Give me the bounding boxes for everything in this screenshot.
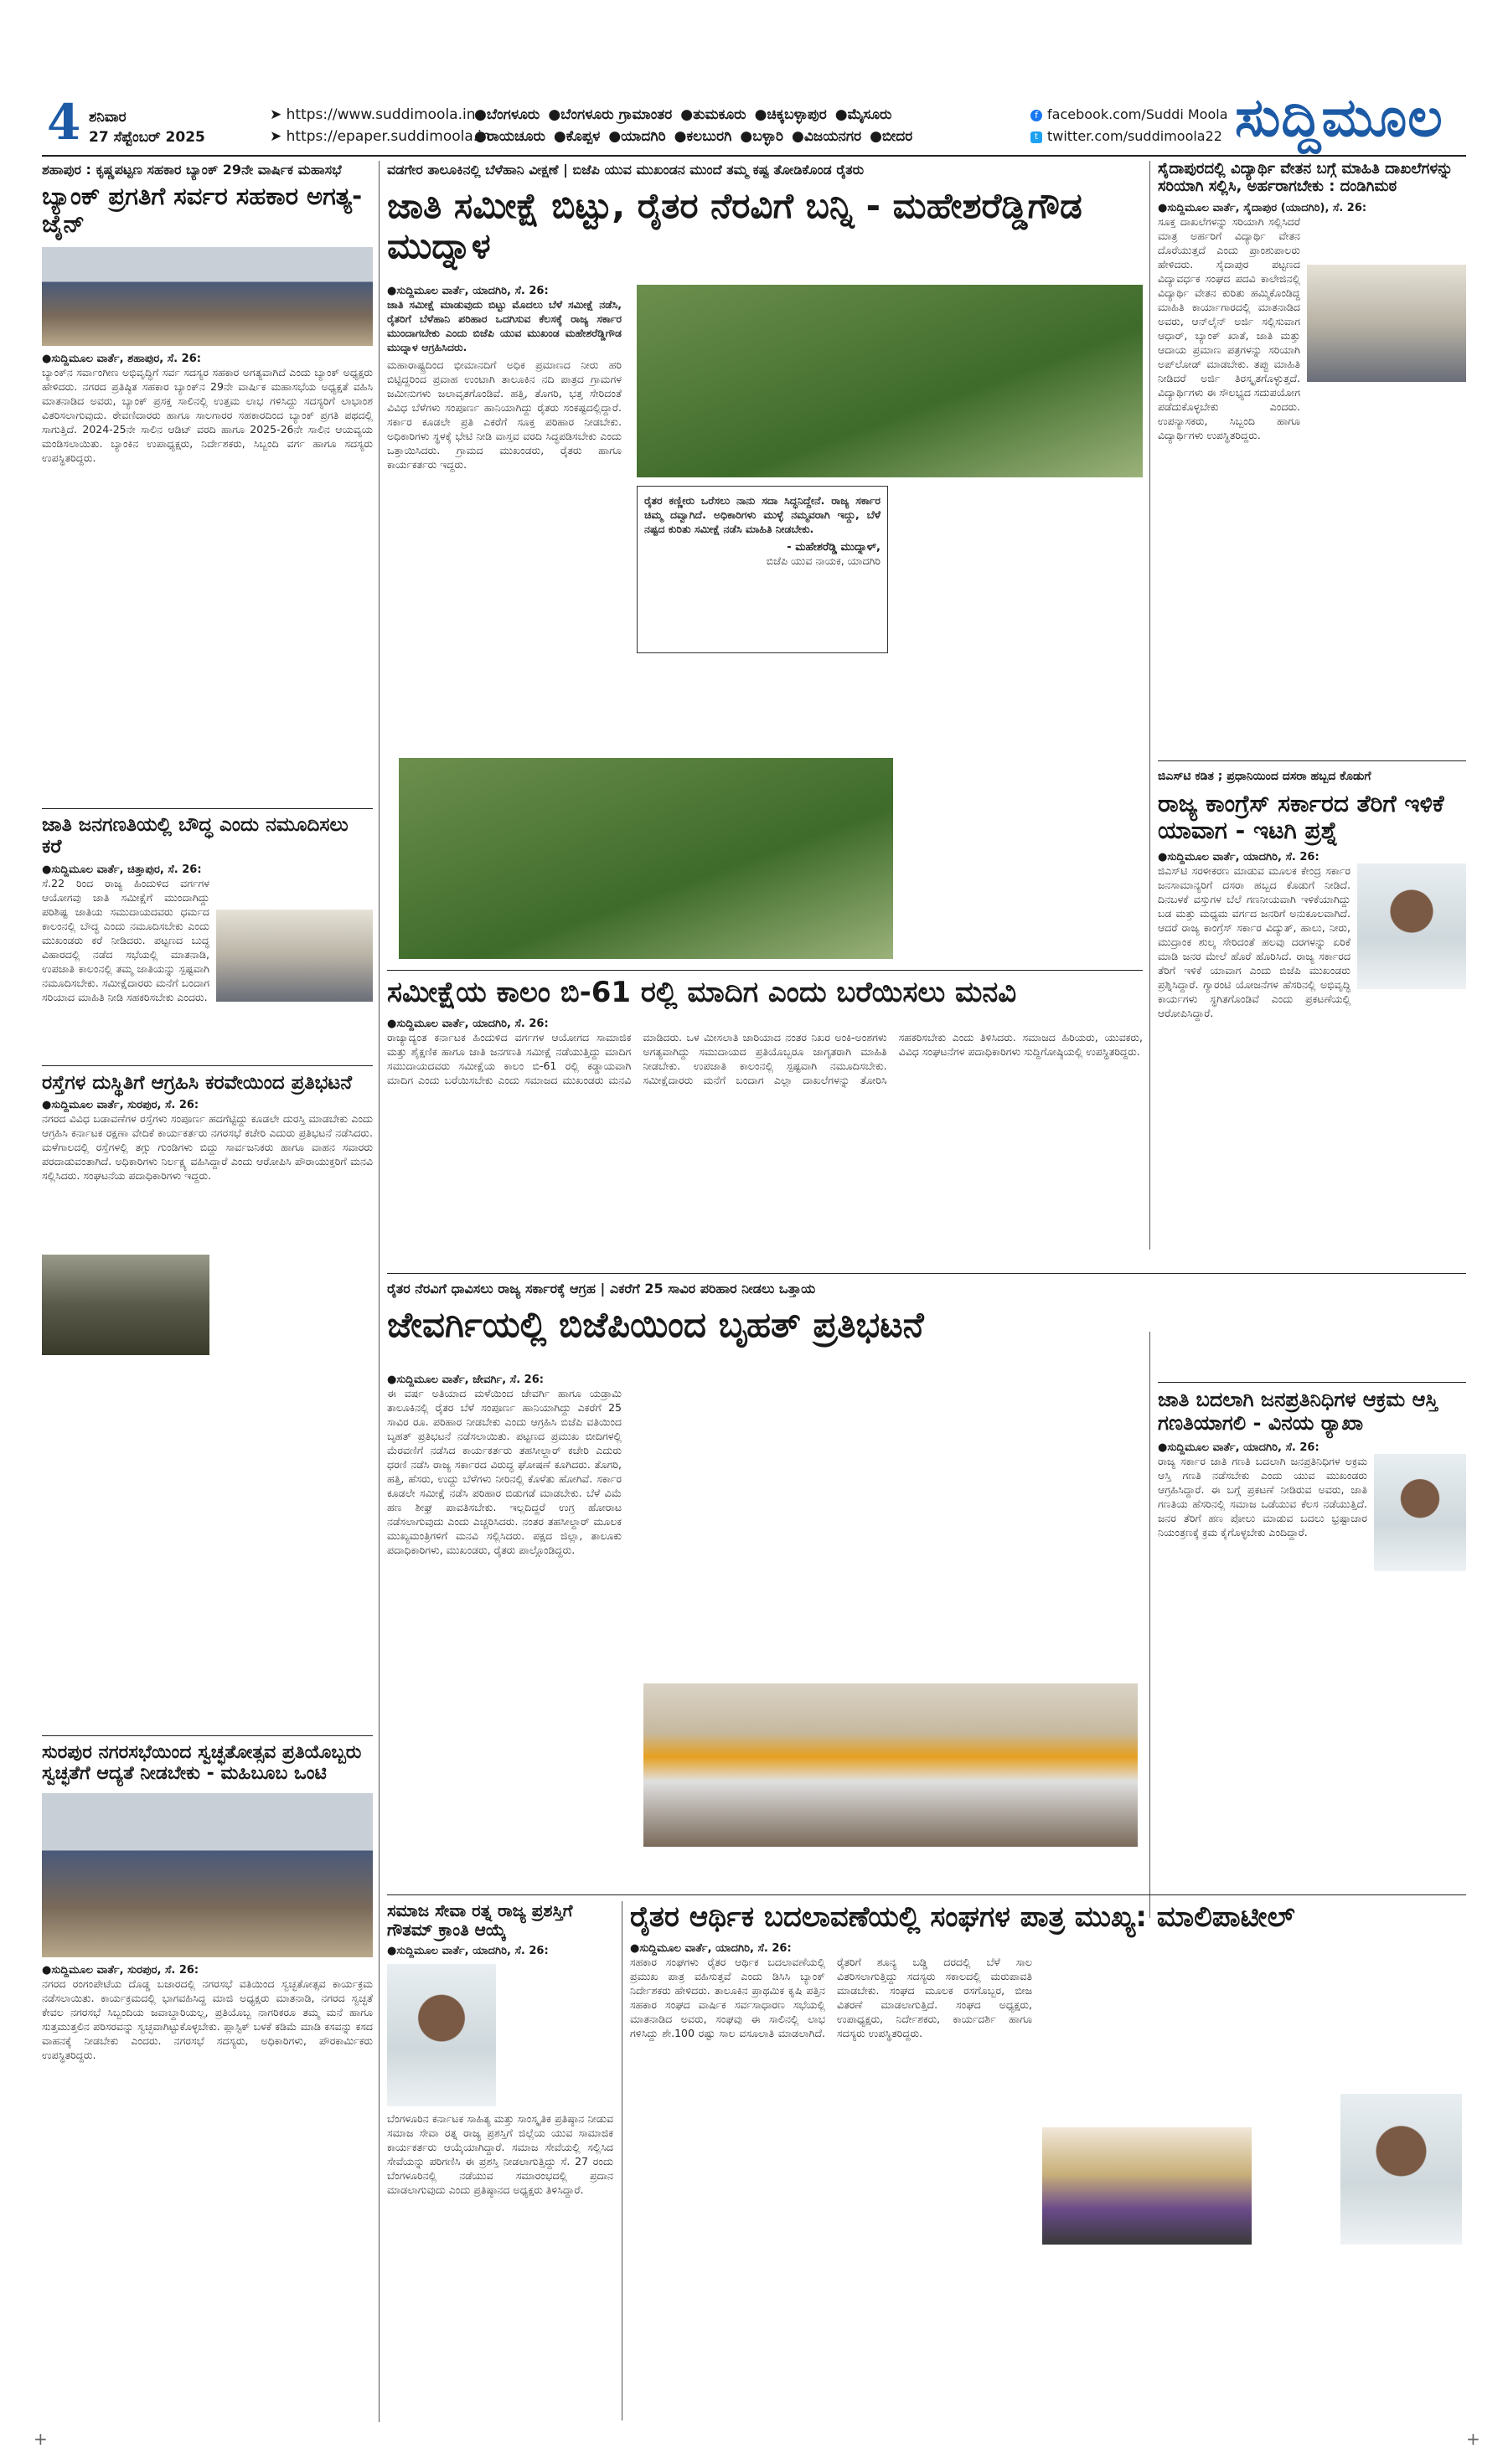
article-dateline: ●ಸುದ್ದಿಮೂಲ ವಾರ್ತೆ, ಸುರಪುರ, ಸೆ. 26: [42,1963,199,1977]
city-link[interactable]: ●ಬೆಂಗಳೂರು [474,106,540,123]
article-photo [216,910,373,1002]
article-caste-census [42,814,373,1077]
section-rule [42,1065,373,1066]
column-divider [1149,1332,1150,1918]
article-photo [1307,265,1466,382]
section-rule [1158,760,1466,761]
website-link[interactable]: https://www.suddimoola.in [286,106,476,123]
cities-row-1 [474,104,1027,126]
article-headline: ಸೈದಾಪುರದಲ್ಲಿ ವಿದ್ಯಾರ್ಥಿ ವೇತನ ಬಗ್ಗೆ ಮಾಹಿತಿ ದಾಖಲೆಗಳನ್ನು ಸರಿಯಾಗಿ ಸಲ್ಲಿಸಿ, ಅರ್ಹರಾಗಬೇಕು : ದಂಡಿಗಿಮಠ [1158,160,1454,195]
city-link[interactable]: ●ಬಳ್ಳಾರಿ [740,128,783,145]
article-headline: ಜಾತಿ ಬದಲಾಗಿ ಜನಪ್ರತಿನಿಧಿಗಳ ಆಕ್ರಮ ಆಸ್ತಿ ಗಣತಿಯಾಗಲಿ - ವಿನಯ ರ‍್ಯಾಖಾ [1158,1388,1438,1435]
article-dateline: ●ಸುದ್ದಿಮೂಲ ವಾರ್ತೆ, ಯಾದಗಿರಿ, ಸೆ. 26: [387,1945,549,1957]
article-swachh [42,1742,373,2261]
section-rule [1158,1382,1466,1383]
masthead-rule [42,155,1466,157]
article-headline: ಜಾತಿ ಸಮೀಕ್ಷೆ ಬಿಟ್ಟು, ರೈತರ ನೆರವಿಗೆ ಬನ್ನಿ - ಮಹೇಶರೆಡ್ಡಿಗೌಡ ಮುದ್ನಾಳ [387,185,1082,267]
column-divider [1149,161,1150,1250]
article-dateline: ●ಸುದ್ದಿಮೂಲ ವಾರ್ತೆ, ಚಿತ್ತಾಪುರ, ಸೆ. 26: [42,863,202,876]
article-dateline: ●ಸುದ್ದಿಮೂಲ ವಾರ್ತೆ, ಶಹಾಪುರ, ಸೆ. 26: [42,352,201,365]
article-body: ಬೆಂಗಳೂರಿನ ಕರ್ನಾಟಕ ಸಾಹಿತ್ಯ ಮತ್ತು ಸಾಂಸ್ಕೃತಿಕ ಪ್ರತಿಷ್ಠಾನ ನೀಡುವ ಸಮಾಜ ಸೇವಾ ರತ್ನ ರಾಜ್ಯ ಪ್ರಶಸ್ತಿಗೆ ಜಿಲ್ಲೆಯ ಯುವ ಸಾಮಾಜಿಕ ಕಾರ್ಯಕರ್ತರು ಆಯ್ಕೆಯಾಗಿದ್ದಾರೆ. ಸಮಾಜ ಸೇವೆಯಲ್ಲಿ ಸಲ್ಲಿಸಿದ ಸೇವೆಯನ್ನು ಪರಿಗಣಿಸಿ ಈ ಪ್ರಶಸ್ತಿ ನೀಡಲಾಗುತ್ತಿದ್ದು ಸೆ. 27 ರಂದು ಬೆಂಗಳೂರಿನಲ್ಲಿ ನಡೆಯುವ ಸಮಾರಂಭದಲ್ಲಿ ಪ್ರದಾನ ಮಾಡಲಾಗುವುದು ಎಂದು ಪ್ರತಿಷ್ಠಾನದ ಅಧ್ಯಕ್ಷರು ತಿಳಿಸಿದ್ದಾರೆ. [387,2112,613,2196]
article-congress [1158,767,1466,1299]
page-number: 4 [47,94,81,151]
masthead-social [1030,104,1228,147]
article-caste-survey-farmers [387,161,1143,267]
epaper-link[interactable]: https://epaper.suddimoola.in [286,128,491,145]
article-dateline: ●ಸುದ್ದಿಮೂಲ ವಾರ್ತೆ, ಯಾದಗಿರಿ, ಸೆ. 26: [387,1018,549,1031]
twitter-link[interactable]: twitter.com/suddimoola22 [1047,128,1222,144]
article-headline: ರೈತರ ಆರ್ಥಿಕ ಬದಲಾವಣೆಯಲ್ಲಿ ಸಂಘಗಳ ಪಾತ್ರ ಮುಖ್ಯ: ಮಾಲಿಪಾಟೀಲ್ [630,1900,1295,1934]
article-photo-field [399,758,893,959]
article-dateline: ●ಸುದ್ದಿಮೂಲ ವಾರ್ತೆ, ಯಾದಗಿರಿ, ಸೆ. 26: [387,285,549,297]
city-link[interactable]: ●ಕಲಬುರಗಿ [674,128,732,145]
portrait-photo [387,1964,496,2106]
article-stipend [1158,161,1466,650]
city-link[interactable]: ●ಯಾದಗಿರಿ [608,128,666,145]
article-photo-stage [1042,2127,1252,2245]
article-photo [42,247,373,346]
registration-mark: + [34,2429,48,2449]
article-lead-col [387,285,622,676]
city-link[interactable]: ●ವಿಜಯನಗರ [792,128,862,145]
arrow-icon: ➤ [270,128,287,145]
masthead-date-block [89,107,205,147]
article-photo-flood [637,285,1143,477]
city-link[interactable]: ●ರಾಯಚೂರು [474,128,545,145]
article-kicker: ಜಿಎಸ್‌ಟಿ ಕಡಿತ ; ಪ್ರಧಾನಿಯಿಂದ ದಸರಾ ಹಬ್ಬದ ಕೊಡುಗೆ [1158,770,1371,783]
article-lead: ಜಾತಿ ಸಮೀಕ್ಷೆ ಮಾಡುವುದು ಬಿಟ್ಟು ಮೊದಲು ಬೆಳೆ ಸಮೀಕ್ಷೆ ನಡೆಸಿ, ರೈತರಿಗೆ ಬೆಳೆಹಾನಿ ಪರಿಹಾರ ಒದಗಿಸುವ ಕೆಲಸಕ್ಕೆ ರಾಜ್ಯ ಸರ್ಕಾರ ಮುಂದಾಗಬೇಕು ಎಂದು ಬಿಜೆಪಿ ಯುವ ಮುಖಂಡ ಮಹೇಶರೆಡ್ಡಿಗೌಡ ಮುದ್ನಾಳ ಆಗ್ರಹಿಸಿದರು. [387,298,622,353]
article-photo-protest [643,1683,1138,1847]
section-rule [387,1894,1466,1895]
article-body: ನಗರದ ವಿವಿಧ ಬಡಾವಣೆಗಳ ರಸ್ತೆಗಳು ಸಂಪೂರ್ಣ ಹದಗೆಟ್ಟಿದ್ದು ಕೂಡಲೇ ದುರಸ್ತಿ ಮಾಡಬೇಕು ಎಂದು ಆಗ್ರಹಿಸಿ ಕರ್ನಾಟಕ ರಕ್ಷಣಾ ವೇದಿಕೆ ಕಾರ್ಯಕರ್ತರು ನಗರಸಭೆ ಕಚೇರಿ ಎದುರು ಪ್ರತಿಭಟನೆ ನಡೆಸಿದರು. ಮಳೆಗಾಲದಲ್ಲಿ ರಸ್ತೆಗಳಲ್ಲಿ ತಗ್ಗು ಗುಂಡಿಗಳು ಬಿದ್ದು ಸಾರ್ವಜನಿಕರು ಹಾಗೂ ವಾಹನ ಸವಾರರು ಪರದಾಡುವಂತಾಗಿದೆ. ಅಧಿಕಾರಿಗಳು ನಿರ್ಲಕ್ಷ್ಯ ವಹಿಸಿದ್ದಾರೆ ಎಂದು ಆರೋಪಿಸಿ ಪೌರಾಯುಕ್ತರಿಗೆ ಮನವಿ ಸಲ್ಲಿಸಿದರು. ಸಂಘಟನೆಯ ಪದಾಧಿಕಾರಿಗಳು ಇದ್ದರು. [42,1112,373,1183]
article-madiga [387,977,1143,1240]
quote-role: ಬಿಜೆಪಿ ಯುವ ನಾಯಕ, ಯಾದಗಿರಿ [766,554,881,567]
arrow-icon: ➤ [270,106,287,123]
masthead-date: 27 ಸೆಪ್ಟೆಂಬರ್ 2025 [89,129,205,146]
article-headline: ಸಮೀಕ್ಷೆಯ ಕಾಲಂ ಬಿ-61 ರಲ್ಲಿ ಮಾದಿಗ ಎಂದು ಬರೆಯಿಸಲು ಮನವಿ [387,976,1017,1009]
article-headline: ರಾಜ್ಯ ಕಾಂಗ್ರೆಸ್ ಸರ್ಕಾರದ ತೆರಿಗೆ ಇಳಿಕೆ ಯಾವಾಗ - ಇಟಗಿ ಪ್ರಶ್ನೆ [1158,790,1444,845]
article-roads [42,1072,373,1355]
article-headline: ಬ್ಯಾಂಕ್ ಪ್ರಗತಿಗೆ ಸರ್ವರ ಸಹಕಾರ ಅಗತ್ಯ-ಜೈನ್ [42,182,363,239]
masthead-day: ಶನಿವಾರ [89,109,127,126]
registration-mark: + [1466,2429,1480,2449]
article-body: ಜಿಎಸ್‌ಟಿ ಸರಳೀಕರಣ ಮಾಡುವ ಮೂಲಕ ಕೇಂದ್ರ ಸರ್ಕಾರ ಜನಸಾಮಾನ್ಯರಿಗೆ ದಸರಾ ಹಬ್ಬದ ಕೊಡುಗೆ ನೀಡಿದೆ. ದಿನಬಳಕೆ ವಸ್ತುಗಳ ಬೆಲೆ ಗಣನೀಯವಾಗಿ ಇಳಿಕೆಯಾಗಿದ್ದು ಬಡ ಮತ್ತು ಮಧ್ಯಮ ವರ್ಗದ ಜನರಿಗೆ ಅನುಕೂಲವಾಗಿದೆ. ಆದರೆ ರಾಜ್ಯ ಕಾಂಗ್ರೆಸ್ ಸರ್ಕಾರ ವಿದ್ಯುತ್, ಹಾಲು, ನೀರು, ಮುದ್ರಾಂಕ ಶುಲ್ಕ ಸೇರಿದಂತೆ ಹಲವು ದರಗಳನ್ನು ಏರಿಕೆ ಮಾಡಿ ಜನರ ಮೇಲೆ ಹೊರೆ ಹೊರಿಸಿದೆ. ರಾಜ್ಯ ಸರ್ಕಾರದ ತೆರಿಗೆ ಇಳಿಕೆ ಯಾವಾಗ ಎಂದು ಬಿಜೆಪಿ ಮುಖಂಡರು ಪ್ರಶ್ನಿಸಿದ್ದಾರೆ. ಗ್ಯಾರಂಟಿ ಯೋಜನೆಗಳ ಹೆಸರಿನಲ್ಲಿ ಅಭಿವೃದ್ಧಿ ಕಾರ್ಯಗಳು ಸ್ಥಗಿತಗೊಂಡಿವೆ ಎಂದು ಪ್ರಕಟಣೆಯಲ್ಲಿ ಆರೋಪಿಸಿದ್ದಾರೆ. [1158,864,1350,1020]
city-link[interactable]: ●ಬೀದರ [870,128,913,145]
article-headline: ಜೇವರ್ಗಿಯಲ್ಲಿ ಬಿಜೆಪಿಯಿಂದ ಬೃಹತ್ ಪ್ರತಿಭಟನೆ [387,1304,924,1345]
article-headline: ರಸ್ತೆಗಳ ದುಸ್ಥಿತಿಗೆ ಆಗ್ರಹಿಸಿ ಕರವೇಯಿಂದ ಪ್ರತಿಭಟನೆ [42,1072,353,1094]
article-jaati-badalu [1158,1389,1466,1755]
article-kicker: ರೈತರ ನೆರವಿಗೆ ಧಾವಿಸಲು ರಾಜ್ಯ ಸರ್ಕಾರಕ್ಕೆ ಆಗ್ರಹ | ಎಕರೆಗೆ 25 ಸಾವಿರ ಪರಿಹಾರ ನೀಡಲು ಒತ್ತಾಯ [387,1281,816,1296]
article-body: ಈ ವರ್ಷ ಅತಿಯಾದ ಮಳೆಯಿಂದ ಜೇವರ್ಗಿ ಹಾಗೂ ಯಡ್ರಾಮಿ ತಾಲೂಕಿನಲ್ಲಿ ರೈತರ ಬೆಳೆ ಸಂಪೂರ್ಣ ಹಾನಿಯಾಗಿದ್ದು ಎಕರೆಗೆ 25 ಸಾವಿರ ರೂ. ಪರಿಹಾರ ನೀಡಬೇಕು ಎಂದು ಆಗ್ರಹಿಸಿ ಬಿಜೆಪಿ ವತಿಯಿಂದ ಬೃಹತ್ ಪ್ರತಿಭಟನೆ ನಡೆಸಲಾಯಿತು. ಪಟ್ಟಣದ ಪ್ರಮುಖ ಬೀದಿಗಳಲ್ಲಿ ಮೆರವಣಿಗೆ ನಡೆಸಿದ ಕಾರ್ಯಕರ್ತರು ತಹಸೀಲ್ದಾರ್ ಕಚೇರಿ ಎದುರು ಧರಣಿ ನಡೆಸಿ ರಾಜ್ಯ ಸರ್ಕಾರದ ವಿರುದ್ಧ ಘೋಷಣೆ ಕೂಗಿದರು. ತೊಗರಿ, ಹತ್ತಿ, ಹೆಸರು, ಉದ್ದು ಬೆಳೆಗಳು ನೀರಿನಲ್ಲಿ ಕೊಳೆತು ಹೋಗಿವೆ. ಸರ್ಕಾರ ಕೂಡಲೇ ಸಮೀಕ್ಷೆ ನಡೆಸಿ ಪರಿಹಾರ ಬಿಡುಗಡೆ ಮಾಡಬೇಕು. ಬೆಳೆ ವಿಮೆ ಹಣ ಶೀಘ್ರ ಪಾವತಿಸಬೇಕು. ಇಲ್ಲದಿದ್ದರೆ ಉಗ್ರ ಹೋರಾಟ ನಡೆಸಲಾಗುವುದು ಎಂದು ಎಚ್ಚರಿಸಿದರು. ನಂತರ ತಹಸೀಲ್ದಾರ್ ಮೂಲಕ ಮುಖ್ಯಮಂತ್ರಿಗಳಿಗೆ ಮನವಿ ಸಲ್ಲಿಸಿದರು. ಪಕ್ಷದ ಜಿಲ್ಲಾ, ತಾಲೂಕು ಪದಾಧಿಕಾರಿಗಳು, ಮುಖಂಡರು, ರೈತರು ಪಾಲ್ಗೊಂಡಿದ್ದರು. [387,1387,622,1556]
city-link[interactable]: ●ಮೈಸೂರು [834,106,892,123]
article-photo [42,1255,209,1355]
article-bank [42,161,373,809]
masthead-cities [474,104,1027,147]
city-link[interactable]: ●ತುಮಕೂರು [680,106,746,123]
article-headline: ಸಮಾಜ ಸೇವಾ ರತ್ನ ರಾಜ್ಯ ಪ್ರಶಸ್ತಿಗೆ ಗೌತಮ್ ಕ್ರಾಂತಿ ಆಯ್ಕೆ [387,1900,573,1940]
cities-row-2 [474,126,1027,147]
article-body: ಸೆ.22 ರಿಂದ ರಾಜ್ಯ ಹಿಂದುಳಿದ ವರ್ಗಗಳ ಆಯೋಗವು ಜಾತಿ ಸಮೀಕ್ಷೆಗೆ ಮುಂದಾಗಿದ್ದು ಪರಿಶಿಷ್ಟ ಜಾತಿಯ ಸಮುದಾಯದವರು ಧರ್ಮದ ಕಾಲಂನಲ್ಲಿ ಬೌದ್ಧ ಎಂದು ನಮೂದಿಸಬೇಕು ಎಂದು ಮುಖಂಡರು ಕರೆ ನೀಡಿದರು. ಪಟ್ಟಣದ ಬುದ್ಧ ವಿಹಾರದಲ್ಲಿ ನಡೆದ ಸಭೆಯಲ್ಲಿ ಮಾತನಾಡಿ, ಉಪಜಾತಿ ಕಾಲಂನಲ್ಲಿ ತಮ್ಮ ಜಾತಿಯನ್ನು ಸ್ಪಷ್ಟವಾಗಿ ನಮೂದಿಸಬೇಕು. ಸಮೀಕ್ಷೆದಾರರು ಮನೆಗೆ ಬಂದಾಗ ಸರಿಯಾದ ಮಾಹಿತಿ ನೀಡಿ ಸಹಕರಿಸಬೇಕು ಎಂದರು. [42,876,209,1003]
article-gautam [387,1901,613,2405]
article-dateline: ●ಸುದ್ದಿಮೂಲ ವಾರ್ತೆ, ಯಾದಗಿರಿ, ಸೆ. 26: [1158,1441,1320,1455]
article-dateline: ●ಸುದ್ದಿಮೂಲ ವಾರ್ತೆ, ಜೇವರ್ಗಿ, ಸೆ. 26: [387,1374,544,1386]
article-jewargi [387,1280,1143,1345]
article-photo [42,1793,373,1957]
newspaper-logo: ಸುದ್ದಿಮೂಲ [1235,87,1443,149]
city-link[interactable]: ●ಕೊಪ್ಪಳ [553,128,601,145]
quote-author: - ಮಹೇಶರೆಡ್ಡಿ ಮುದ್ನಾಳ್, [787,541,881,554]
section-rule [42,808,373,809]
article-dateline: ●ಸುದ್ದಿಮೂಲ ವಾರ್ತೆ, ಸೈದಾಪುರ (ಯಾದಗಿರಿ), ಸೆ. 26: [1158,202,1367,215]
section-rule [42,1735,373,1736]
article-kicker: ವಡಗೇರ ತಾಲೂಕಿನಲ್ಲಿ ಬೆಳೆಹಾನಿ ವೀಕ್ಷಣೆ | ಬಿಜೆಪಿ ಯುವ ಮುಖಂಡನ ಮುಂದೆ ತಮ್ಮ ಕಷ್ಟ ತೋಡಿಕೊಂಡ ರೈತರು [387,162,865,178]
article-dateline: ●ಸುದ್ದಿಮೂಲ ವಾರ್ತೆ, ಸುರಪುರ, ಸೆ. 26: [42,1099,199,1112]
article-body: ಬ್ಯಾಂಕ್‌ನ ಸರ್ವಾಂಗೀಣ ಅಭಿವೃದ್ಧಿಗೆ ಸರ್ವ ಸದಸ್ಯರ ಸಹಕಾರ ಅಗತ್ಯವಾಗಿದೆ ಎಂದು ಬ್ಯಾಂಕ್ ಅಧ್ಯಕ್ಷರು ಹೇಳಿದರು. ನಗರದ ಪ್ರತಿಷ್ಠಿತ ಸಹಕಾರ ಬ್ಯಾಂಕ್‌ನ 29ನೇ ವಾರ್ಷಿಕ ಮಹಾಸಭೆಯ ಅಧ್ಯಕ್ಷತೆ ವಹಿಸಿ ಮಾತನಾಡಿದ ಅವರು, ಬ್ಯಾಂಕ್ ಪ್ರಸಕ್ತ ಸಾಲಿನಲ್ಲಿ ಉತ್ತಮ ಲಾಭ ಗಳಿಸಿದ್ದು ಸದಸ್ಯರಿಗೆ ಲಾಭಾಂಶ ವಿತರಿಸಲಾಗುವುದು. ಠೇವಣಿದಾರರು ಹಾಗೂ ಸಾಲಗಾರರ ಸಹಕಾರದಿಂದ ಬ್ಯಾಂಕ್ ಪ್ರಗತಿ ಪಥದಲ್ಲಿ ಸಾಗುತ್ತಿದೆ. 2024-25ನೇ ಸಾಲಿನ ಆಡಿಟ್ ವರದಿ ಹಾಗೂ 2025-26ನೇ ಸಾಲಿನ ಆಯವ್ಯಯ ಮಂಡಿಸಲಾಯಿತು. ಬ್ಯಾಂಕಿನ ಉಪಾಧ್ಯಕ್ಷರು, ನಿರ್ದೇಶಕರು, ಸಿಬ್ಬಂದಿ ವರ್ಗ ಹಾಗೂ ಸದಸ್ಯರು ಉಪಸ್ಥಿತರಿದ್ದರು. [42,365,373,464]
portrait-photo [1340,2094,1462,2245]
article-kicker: ಶಹಾಪುರ : ಕೃಷ್ಣಪಟ್ಟಣ ಸಹಕಾರ ಬ್ಯಾಂಕ್ 29ನೇ ವಾರ್ಷಿಕ ಮಹಾಸಭೆ [42,162,342,178]
quote-box [637,486,888,653]
facebook-link[interactable]: facebook.com/Suddi Moola [1047,106,1228,122]
city-link[interactable]: ●ಬೆಂಗಳೂರು ಗ್ರಾಮಾಂತರ [548,106,673,123]
portrait-photo [1357,863,1466,989]
facebook-icon: f [1030,110,1042,121]
article-headline: ಸುರಪುರ ನಗರಸಭೆಯಿಂದ ಸ್ವಚ್ಛತೋತ್ಸವ ಪ್ರತಿಯೊಬ್ಬರು ಸ್ವಚ್ಛತೆಗೆ ಆದ್ಯತೆ ನೀಡಬೇಕು - ಮಹಿಬೂಬ ಒಂಟಿ [42,1742,362,1785]
article-body: ಸಹಕಾರ ಸಂಘಗಳು ರೈತರ ಆರ್ಥಿಕ ಬದಲಾವಣೆಯಲ್ಲಿ ಪ್ರಮುಖ ಪಾತ್ರ ವಹಿಸುತ್ತವೆ ಎಂದು ಡಿಸಿಸಿ ಬ್ಯಾಂಕ್ ನಿರ್ದೇಶಕರು ಹೇಳಿದರು. ತಾಲೂಕಿನ ಪ್ರಾಥಮಿಕ ಕೃಷಿ ಪತ್ತಿನ ಸಹಕಾರ ಸಂಘದ ವಾರ್ಷಿಕ ಸರ್ವಸಾಧಾರಣ ಸಭೆಯಲ್ಲಿ ಮಾತನಾಡಿದ ಅವರು, ಸಂಘವು ಈ ಸಾಲಿನಲ್ಲಿ ಲಾಭ ಗಳಿಸಿದ್ದು ಶೇ.100 ರಷ್ಟು ಸಾಲ ವಸೂಲಾತಿ ಮಾಡಲಾಗಿದೆ. ರೈತರಿಗೆ ಶೂನ್ಯ ಬಡ್ಡಿ ದರದಲ್ಲಿ ಬೆಳೆ ಸಾಲ ವಿತರಿಸಲಾಗುತ್ತಿದ್ದು ಸದಸ್ಯರು ಸಕಾಲದಲ್ಲಿ ಮರುಪಾವತಿ ಮಾಡಬೇಕು. ಸಂಘದ ಮೂಲಕ ರಸಗೊಬ್ಬರ, ಬೀಜ ವಿತರಣೆ ಮಾಡಲಾಗುತ್ತಿದೆ. ಸಂಘದ ಅಧ್ಯಕ್ಷರು, ಉಪಾಧ್ಯಕ್ಷರು, ನಿರ್ದೇಶಕರು, ಕಾರ್ಯದರ್ಶಿ ಹಾಗೂ ಸದಸ್ಯರು ಉಪಸ್ಥಿತರಿದ್ದರು. [630,1956,1032,2040]
column-divider [379,161,380,2422]
article-body: ರಾಜ್ಯಾದ್ಯಂತ ಕರ್ನಾಟಕ ಹಿಂದುಳಿದ ವರ್ಗಗಳ ಆಯೋಗದ ಸಾಮಾಜಿಕ ಮತ್ತು ಶೈಕ್ಷಣಿಕ ಹಾಗೂ ಜಾತಿ ಜನಗಣತಿ ಸಮೀಕ್ಷೆ ನಡೆಯುತ್ತಿದ್ದು ಮಾದಿಗ ಸಮುದಾಯದವರು ಸಮೀಕ್ಷೆಯ ಕಾಲಂ ಬಿ-61 ರಲ್ಲಿ ಕಡ್ಡಾಯವಾಗಿ ಮಾದಿಗ ಎಂದು ಬರೆಯಿಸಬೇಕು ಎಂದು ಸಮಾಜದ ಮುಖಂಡರು ಮನವಿ ಮಾಡಿದರು. ಒಳ ಮೀಸಲಾತಿ ಜಾರಿಯಾದ ನಂತರ ನಿಖರ ಅಂಕಿ-ಅಂಶಗಳು ಅಗತ್ಯವಾಗಿದ್ದು ಸಮುದಾಯದ ಪ್ರತಿಯೊಬ್ಬರೂ ಜಾಗೃತರಾಗಿ ಮಾಹಿತಿ ನೀಡಬೇಕು. ಉಪಜಾತಿ ಕಾಲಂನಲ್ಲಿ ಸ್ಪಷ್ಟವಾಗಿ ನಮೂದಿಸಬೇಕು. ಸಮೀಕ್ಷೆದಾರರು ಮನೆಗೆ ಬಂದಾಗ ಎಲ್ಲಾ ದಾಖಲೆಗಳನ್ನು ತೋರಿಸಿ ಸಹಕರಿಸಬೇಕು ಎಂದು ತಿಳಿಸಿದರು. ಸಮಾಜದ ಹಿರಿಯರು, ಯುವಕರು, ವಿವಿಧ ಸಂಘಟನೆಗಳ ಪದಾಧಿಕಾರಿಗಳು ಸುದ್ದಿಗೋಷ್ಠಿಯಲ್ಲಿ ಉಪಸ್ಥಿತರಿದ್ದರು. [387,1031,1143,1087]
article-body: ನಗರದ ರಂಗಂಪೇಟೆಯ ದೊಡ್ಡ ಬಜಾರದಲ್ಲಿ ನಗರಸಭೆ ವತಿಯಿಂದ ಸ್ವಚ್ಛತೋತ್ಸವ ಕಾರ್ಯಕ್ರಮ ನಡೆಸಲಾಯಿತು. ಕಾರ್ಯಕ್ರಮದಲ್ಲಿ ಭಾಗವಹಿಸಿದ್ದ ಮಾಜಿ ಅಧ್ಯಕ್ಷರು ಮಾತನಾಡಿ, ನಗರದ ಸ್ವಚ್ಛತೆ ಕೇವಲ ನಗರಸಭೆ ಸಿಬ್ಬಂದಿಯ ಜವಾಬ್ದಾರಿಯಲ್ಲ, ಪ್ರತಿಯೊಬ್ಬ ನಾಗರಿಕರೂ ತಮ್ಮ ಮನೆ ಹಾಗೂ ಸುತ್ತಮುತ್ತಲಿನ ಪರಿಸರವನ್ನು ಸ್ವಚ್ಛವಾಗಿಟ್ಟುಕೊಳ್ಳಬೇಕು. ಪ್ಲಾಸ್ಟಿಕ್ ಬಳಕೆ ಕಡಿಮೆ ಮಾಡಿ ಕಸವನ್ನು ಕಸದ ವಾಹನಕ್ಕೆ ನೀಡಬೇಕು ಎಂದರು. ನಗರಸಭೆ ಸದಸ್ಯರು, ಅಧಿಕಾರಿಗಳು, ಪೌರಕಾರ್ಮಿಕರು ಉಪಸ್ಥಿತರಿದ್ದರು. [42,1977,373,2061]
masthead-links [270,104,491,147]
article-body: ಮಹಾರಾಷ್ಟ್ರದಿಂದ ಭೀಮಾನದಿಗೆ ಅಧಿಕ ಪ್ರಮಾಣದ ನೀರು ಹರಿ ಬಿಟ್ಟಿದ್ದರಿಂದ ಪ್ರವಾಹ ಉಂಟಾಗಿ ತಾಲೂಕಿನ ನದಿ ಪಾತ್ರದ ಗ್ರಾಮಗಳ ಜಮೀನುಗಳು ಜಲಾವೃತಗೊಂಡಿವೆ. ಹತ್ತಿ, ತೊಗರಿ, ಭತ್ತ ಸೇರಿದಂತೆ ವಿವಿಧ ಬೆಳೆಗಳು ಸಂಪೂರ್ಣ ಹಾನಿಯಾಗಿದ್ದು ರೈತರು ಸಂಕಷ್ಟದಲ್ಲಿದ್ದಾರೆ. ಸರ್ಕಾರ ಕೂಡಲೇ ಪ್ರತಿ ಎಕರೆಗೆ ಸೂಕ್ತ ಪರಿಹಾರ ನೀಡಬೇಕು. ಅಧಿಕಾರಿಗಳು ಸ್ಥಳಕ್ಕೆ ಭೇಟಿ ನೀಡಿ ವಾಸ್ತವ ವರದಿ ಸಿದ್ಧಪಡಿಸಬೇಕು ಎಂದು ಒತ್ತಾಯಿಸಿದರು. ಗ್ರಾಮದ ಮುಖಂಡರು, ರೈತರು ಹಾಗೂ ಕಾರ್ಯಕರ್ತರು ಇದ್ದರು. [387,358,622,471]
article-body: ರಾಜ್ಯ ಸರ್ಕಾರ ಜಾತಿ ಗಣತಿ ಬದಲಾಗಿ ಜನಪ್ರತಿನಿಧಿಗಳ ಅಕ್ರಮ ಆಸ್ತಿ ಗಣತಿ ನಡೆಸಬೇಕು ಎಂದು ಯುವ ಮುಖಂಡರು ಆಗ್ರಹಿಸಿದ್ದಾರೆ. ಈ ಬಗ್ಗೆ ಪ್ರಕಟಣೆ ನೀಡಿರುವ ಅವರು, ಜಾತಿ ಗಣತಿಯ ಹೆಸರಿನಲ್ಲಿ ಸಮಾಜ ಒಡೆಯುವ ಕೆಲಸ ನಡೆಯುತ್ತಿದೆ. ಜನರ ತೆರಿಗೆ ಹಣ ಪೋಲು ಮಾಡುವ ಬದಲು ಭ್ರಷ್ಟಾಚಾರ ನಿಯಂತ್ರಣಕ್ಕೆ ಕ್ರಮ ಕೈಗೊಳ್ಳಬೇಕು ಎಂದಿದ್ದಾರೆ. [1158,1455,1367,1539]
portrait-photo [1374,1454,1466,1571]
article-headline: ಜಾತಿ ಜನಗಣತಿಯಲ್ಲಿ ಬೌದ್ಧ ಎಂದು ನಮೂದಿಸಲು ಕರೆ [42,814,349,858]
article-dateline: ●ಸುದ್ದಿಮೂಲ ವಾರ್ತೆ, ಯಾದಗಿರಿ, ಸೆ. 26: [630,1942,792,1956]
quote-text: ರೈತರ ಕಣ್ಣೀರು ಒರೆಸಲು ನಾನು ಸದಾ ಸಿದ್ಧನಿದ್ದೇನೆ. ರಾಜ್ಯ ಸರ್ಕಾರ ಚಿಮ್ಮ ದವ್ವಾಗಿದೆ. ಅಧಿಕಾರಿಗಳು ಮುಳ್ಳೆ ನಮ್ಮವರಾಗಿ ಇದ್ದು, ಬೆಳೆ ನಷ್ಟದ ಕುರಿತು ಸಮೀಕ್ಷೆ ನಡೆಸಿ ಮಾಹಿತಿ ನೀಡಬೇಕು. [644,494,881,535]
twitter-icon: t [1030,131,1042,143]
article-jewargi-col [387,1374,622,1780]
section-rule [387,970,1143,971]
city-link[interactable]: ●ಚಿಕ್ಕಬಳ್ಳಾಪುರ [754,106,827,123]
article-body: ಸೂಕ್ತ ದಾಖಲೆಗಳನ್ನು ಸರಿಯಾಗಿ ಸಲ್ಲಿಸಿದರೆ ಮಾತ್ರ ಅರ್ಹರಿಗೆ ವಿದ್ಯಾರ್ಥಿ ವೇತನ ದೊರೆಯುತ್ತದೆ ಎಂದು ಪ್ರಾಂಶುಪಾಲರು ಹೇಳಿದರು. ಸೈದಾಪುರ ಪಟ್ಟಣದ ವಿದ್ಯಾವರ್ಧಕ ಸಂಘದ ಪದವಿ ಕಾಲೇಜಿನಲ್ಲಿ ವಿದ್ಯಾರ್ಥಿ ವೇತನ ಕುರಿತು ಹಮ್ಮಿಕೊಂಡಿದ್ದ ಮಾಹಿತಿ ಕಾರ್ಯಾಗಾರದಲ್ಲಿ ಮಾತನಾಡಿದ ಅವರು, ಆನ್‌ಲೈನ್ ಅರ್ಜಿ ಸಲ್ಲಿಸುವಾಗ ಆಧಾರ್, ಬ್ಯಾಂಕ್ ಖಾತೆ, ಜಾತಿ ಮತ್ತು ಆದಾಯ ಪ್ರಮಾಣ ಪತ್ರಗಳನ್ನು ಸರಿಯಾಗಿ ಅಪ್‌ಲೋಡ್ ಮಾಡಬೇಕು. ತಪ್ಪು ಮಾಹಿತಿ ನೀಡಿದರೆ ಅರ್ಜಿ ತಿರಸ್ಕೃತಗೊಳ್ಳುತ್ತದೆ. ವಿದ್ಯಾರ್ಥಿಗಳು ಈ ಸೌಲಭ್ಯದ ಸದುಪಯೋಗ ಪಡೆದುಕೊಳ್ಳಬೇಕು ಎಂದರು. ಉಪನ್ಯಾಸಕರು, ಸಿಬ್ಬಂದಿ ಹಾಗೂ ವಿದ್ಯಾರ್ಥಿಗಳು ಉಪಸ್ಥಿತರಿದ್ದರು. [1158,215,1300,442]
article-dateline: ●ಸುದ್ದಿಮೂಲ ವಾರ್ತೆ, ಯಾದಗಿರಿ, ಸೆ. 26: [1158,851,1320,864]
